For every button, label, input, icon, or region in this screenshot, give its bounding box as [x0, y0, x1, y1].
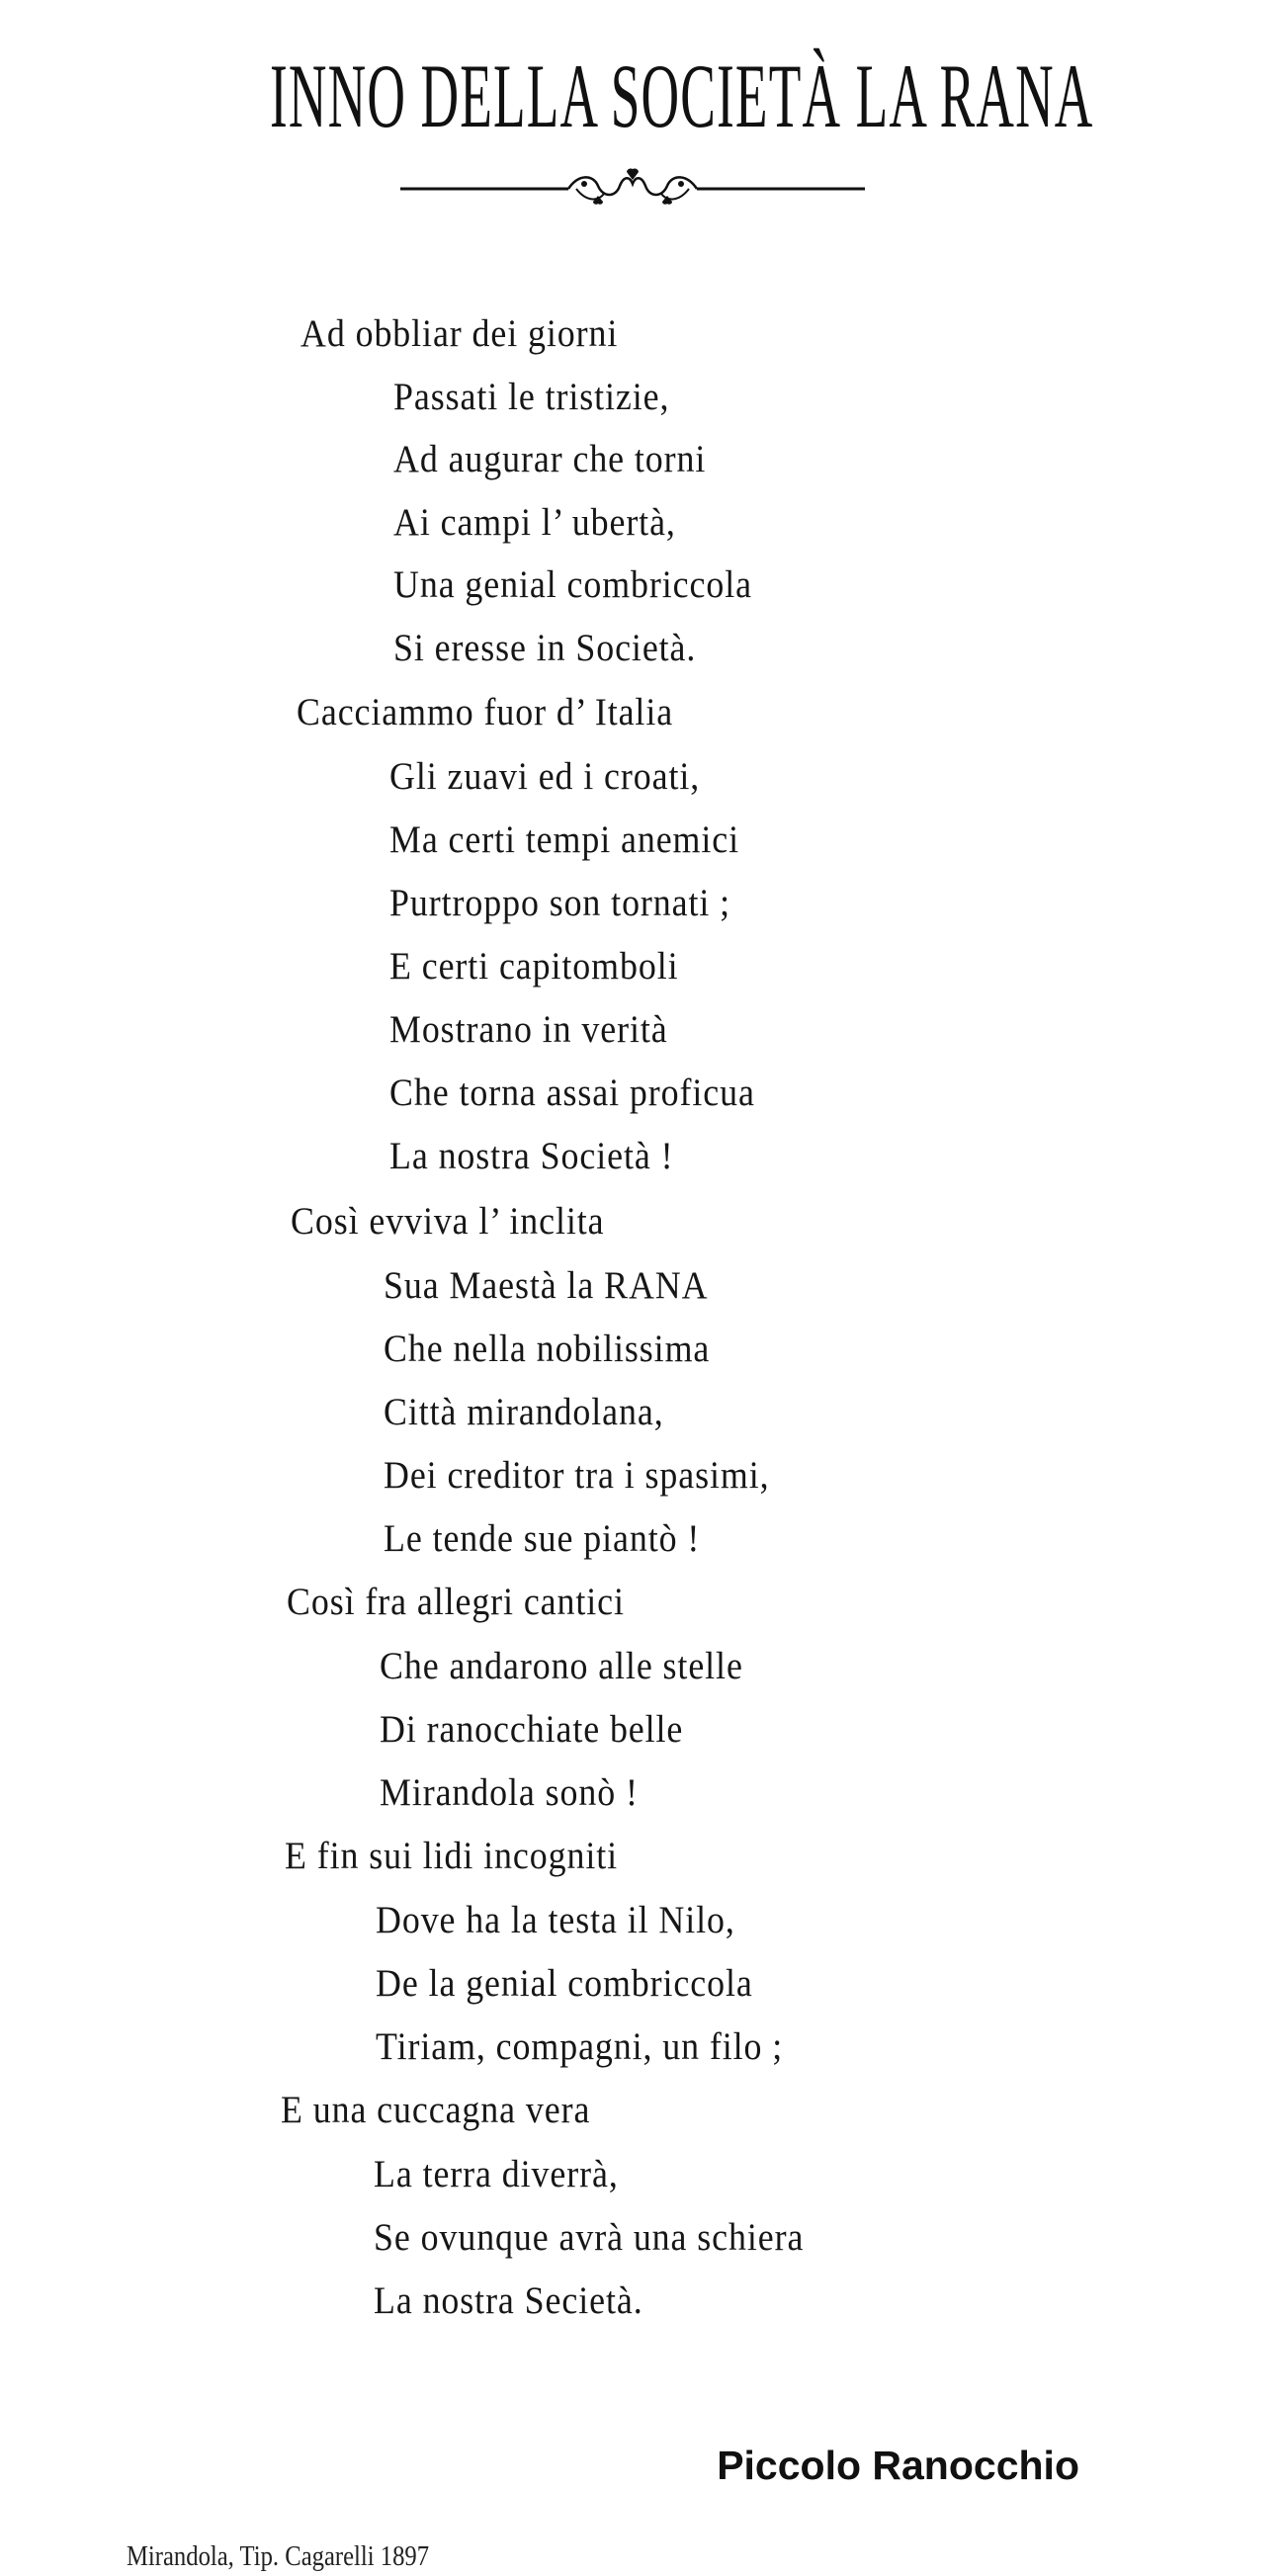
poem-line: Che nella nobilissima — [384, 1328, 711, 1370]
poem-line: Ma certi tempi anemici — [389, 818, 739, 861]
author-signature: Piccolo Ranocchio — [717, 2443, 1079, 2488]
poem-line: Sua Maestà la RANA — [384, 1264, 709, 1307]
poem-line: Dei creditor tra i spasimi, — [384, 1454, 770, 1497]
poem-line: Le tende sue piantò ! — [384, 1517, 701, 1560]
poem-line: Città mirandolana, — [384, 1391, 664, 1433]
poem-line: Una genial combriccola — [393, 563, 752, 606]
poem-line: Dove ha la testa il Nilo, — [376, 1899, 735, 1941]
poem-line: La nostra Secietà. — [374, 2279, 643, 2322]
poem-line: E certi capitomboli — [389, 945, 679, 987]
poem-line: Purtroppo son tornati ; — [389, 882, 731, 924]
poem-line: La nostra Società ! — [389, 1135, 674, 1177]
poem-line: De la genial combriccola — [376, 1962, 753, 2005]
poem-line: Mostrano in verità — [389, 1008, 668, 1051]
poem-line: Cacciammo fuor d’ Italia — [297, 691, 674, 733]
poem-line: E fin sui lidi incogniti — [285, 1835, 619, 1877]
poem-line: Mirandola sonò ! — [380, 1771, 639, 1814]
poem-line: Se ovunque avrà una schiera — [374, 2216, 805, 2259]
poem-line: Si eresse in Società. — [393, 627, 697, 669]
poem-line: Ad obbliar dei giorni — [300, 312, 619, 355]
poem-line: Di ranocchiate belle — [380, 1708, 684, 1751]
poem-line: Ad augurar che torni — [393, 438, 707, 480]
poem-line: Tiriam, compagni, un filo ; — [376, 2025, 784, 2068]
poem-line: Passati le tristizie, — [393, 376, 670, 418]
poem-line: La terra diverrà, — [374, 2153, 619, 2195]
poem-line: Che torna assai proficua — [389, 1072, 755, 1114]
poem-line: Così evviva l’ inclita — [291, 1200, 605, 1243]
poem-line: Che andarono alle stelle — [380, 1645, 743, 1687]
page-title: INNO DELLA SOCIETÀ LA RANA — [270, 45, 1094, 146]
poem-line: Così fra allegri cantici — [287, 1581, 625, 1623]
poem-line: Ai campi l’ ubertà, — [393, 501, 676, 544]
printer-imprint: Mirandola, Tip. Cagarelli 1897 — [127, 2540, 430, 2572]
poem-line: Gli zuavi ed i croati, — [389, 755, 701, 798]
poem-line: E una cuccagna vera — [281, 2089, 591, 2131]
